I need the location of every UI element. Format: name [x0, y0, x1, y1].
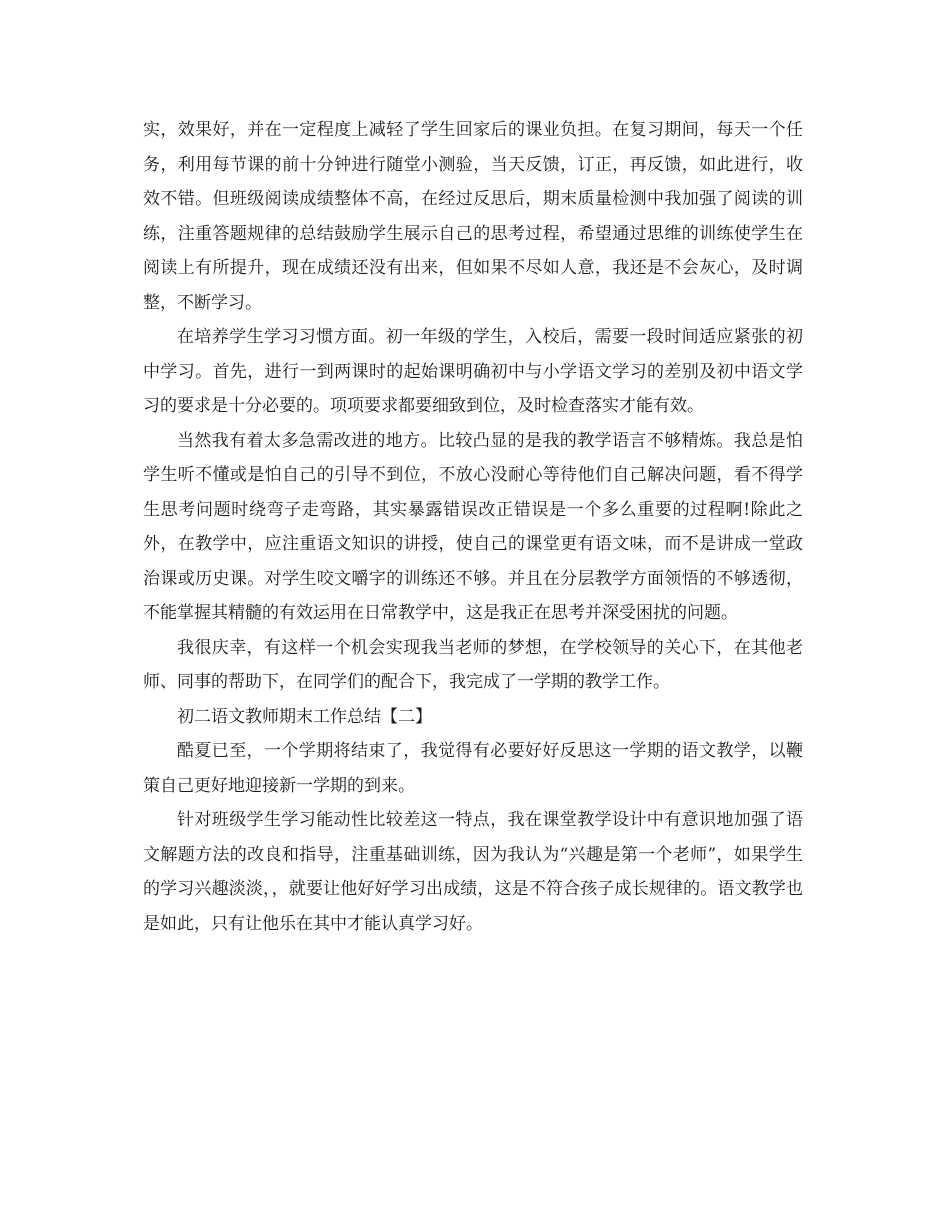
paragraph-summer-reflection: 酷夏已至，一个学期将结束了，我觉得有必要好好反思这一学期的语文教学，以鞭策自己更好地迎接新一学期的到来。: [143, 741, 803, 796]
paragraph-gratitude: 我很庆幸，有这样一个机会实现我当老师的梦想，在学校领导的关心下，在其他老师、同事的帮助下，在同学们的配合下，我完成了一学期的教学工作。: [143, 637, 803, 692]
paragraph-improvements: 当然我有着太多急需改进的地方。比较凸显的是我的教学语言不够精炼。我总是怕学生听不懂或是怕自己的引导不到位，不放心没耐心等待他们自己解决问题，看不得学生思考问题时绕弯子走弯路，其实暴露错误改正错误是一个多么重要的过程啊!除此之外，在教学中，应注重语文知识的讲授，使自己的课堂更有语文味，而不是讲成一堂政治课或历史课。对学生咬文嚼字的训练还不够。并且在分层教学方面领悟的不够透彻，不能掌握其精髓的有效运用在日常教学中，这是我正在思考并深受困扰的问题。: [143, 430, 803, 623]
paragraph-study-habits: 在培养学生学习习惯方面。初一年级的学生，入校后，需要一段时间适应紧张的初中学习。首先，进行一到两课时的起始课明确初中与小学语文学习的差别及初中语文学习的要求是十分必要的。项项要求都要细致到位，及时检查落实才能有效。: [143, 327, 803, 416]
paragraph-teaching-methods: 针对班级学生学习能动性比较差这一特点，我在课堂教学设计中有意识地加强了语文解题方法的改良和指导，注重基础训练，因为我认为“兴趣是第一个老师”，如果学生的学习兴趣淡淡，，就要让他好好学习出成绩，这是不符合孩子成长规律的。语文教学也是如此，只有让他乐在其中才能认真学习好。: [143, 810, 803, 934]
section-heading: 初二语文教师期末工作总结【二】: [177, 706, 432, 727]
document-body: [143, 113, 803, 941]
paragraph-continuation: 实，效果好，并在一定程度上减轻了学生回家后的课业负担。在复习期间，每天一个任务，利用每节课的前十分钟进行随堂小测验，当天反馈，订正，再反馈，如此进行，收效不错。但班级阅读成绩整体不高，在经过反思后，期末质量检测中我加强了阅读的训练，注重答题规律的总结鼓励学生展示自己的思考过程，希望通过思维的训练使学生在阅读上有所提升，现在成绩还没有出来，但如果不尽如人意，我还是不会灰心，及时调整，不断学习。: [143, 120, 803, 313]
